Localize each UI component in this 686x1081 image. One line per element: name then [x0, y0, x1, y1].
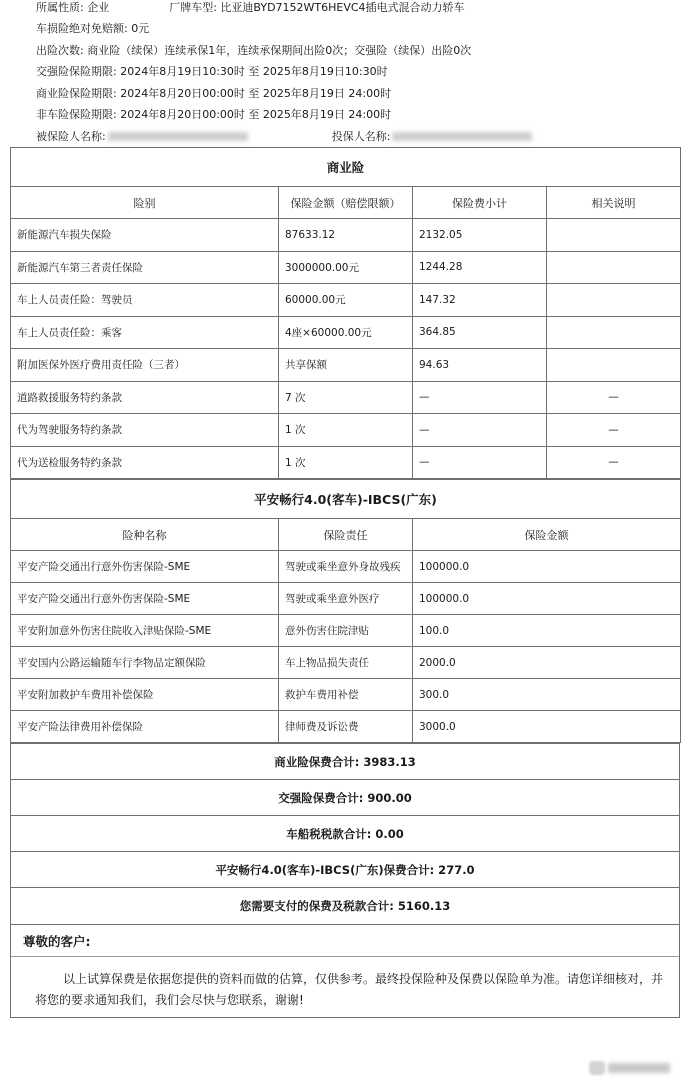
coverage-premium: 2132.05: [413, 219, 547, 252]
commercial-section-title: 商业险: [11, 148, 681, 187]
commercial-insurance-table: [10, 147, 681, 479]
coverage-premium: —: [413, 381, 547, 414]
liability: 驾驶或乘坐意外医疗: [279, 583, 413, 615]
pingan-premium-total: 平安畅行4.0(客车)-IBCS(广东)保费合计: 277.0: [11, 852, 680, 888]
coverage-notes: [547, 349, 681, 382]
coverage-amount: 87633.12: [279, 219, 413, 252]
table-row: [11, 711, 681, 743]
product-name: 平安附加救护车费用补偿保险: [11, 679, 279, 711]
totals-table: [10, 743, 680, 1018]
commercial-header-row: [11, 187, 681, 219]
coverage-premium: 364.85: [413, 316, 547, 349]
sum-insured: 2000.0: [413, 647, 681, 679]
customer-note: [11, 925, 680, 1018]
header-line-1: [36, 0, 680, 18]
deductible-line: 车损险绝对免赔额: 0元: [36, 22, 150, 35]
sum-insured: 300.0: [413, 679, 681, 711]
table-row: [11, 316, 681, 349]
coverage-notes: [547, 219, 681, 252]
coverage-notes: [547, 316, 681, 349]
non-auto-period-line: 非车险保险期限: 2024年8月20日00:00时 至 2025年8月19日 24:00时: [36, 108, 392, 121]
applicant-label: 投保人名称:: [331, 129, 391, 143]
col-header-amount: 保险金额（赔偿限额）: [279, 187, 413, 219]
product-name: 平安附加意外伤害住院收入津贴保险-SME: [11, 615, 279, 647]
claims-history-line: 出险次数: 商业险（续保）连续承保1年，连续承保期间出险0次；交强险（续保）出险0次: [36, 43, 472, 57]
liability: 律师费及诉讼费: [279, 711, 413, 743]
table-row: [11, 446, 681, 479]
compulsory-period-line: 交强险保险期限: 2024年8月19日10:30时 至 2025年8月19日10:30时: [36, 65, 388, 78]
coverage-amount: 共享保额: [279, 349, 413, 382]
coverage-premium: 1244.28: [413, 251, 547, 284]
col-header-premium: 保险费小计: [413, 187, 547, 219]
table-row: [11, 583, 681, 615]
liability: 驾驶或乘坐意外身故残疾: [279, 551, 413, 583]
coverage-amount: 7 次: [279, 381, 413, 414]
coverage-amount: 60000.00元: [279, 284, 413, 317]
coverage-name: 新能源汽车第三者责任保险: [11, 251, 279, 284]
coverage-notes: —: [547, 414, 681, 447]
commercial-premium-total: 商业险保费合计: 3983.13: [11, 744, 680, 780]
pingan-changxing-table: [10, 479, 681, 743]
coverage-name: 附加医保外医疗费用责任险（三者）: [11, 349, 279, 382]
watermark-text-blurred: [608, 1063, 670, 1073]
coverage-notes: [547, 251, 681, 284]
coverage-amount: 1 次: [279, 414, 413, 447]
ownership-type: 所属性质: 企业: [36, 1, 110, 14]
table-row: [11, 349, 681, 382]
coverage-amount: 4座×60000.00元: [279, 316, 413, 349]
table-row: [11, 551, 681, 583]
table-row: [11, 414, 681, 447]
coverage-premium: —: [413, 446, 547, 479]
quote-document: [10, 0, 680, 1018]
redacted-insured-name: [108, 132, 248, 141]
coverage-premium: 94.63: [413, 349, 547, 382]
table-row: [11, 615, 681, 647]
insured-label: 被保险人名称:: [36, 129, 106, 143]
coverage-notes: [547, 284, 681, 317]
coverage-amount: 1 次: [279, 446, 413, 479]
col-header-notes: 相关说明: [547, 187, 681, 219]
coverage-notes: —: [547, 446, 681, 479]
coverage-premium: 147.32: [413, 284, 547, 317]
coverage-name: 新能源汽车损失保险: [11, 219, 279, 252]
note-message: 以上试算保费是依据您提供的资料而做的估算，仅供参考。最终投保险种及保费以保险单为准。请您详细核对，并将您的要求通知我们，我们会尽快与您联系，谢谢!: [35, 972, 664, 1007]
pingan-section-title: 平安畅行4.0(客车)-IBCS(广东): [11, 480, 681, 519]
commercial-period-line: 商业险保险期限: 2024年8月20日00:00时 至 2025年8月19日 24:00时: [36, 86, 392, 100]
coverage-name: 车上人员责任险：驾驶员: [11, 284, 279, 317]
product-name: 平安产险交通出行意外伤害保险-SME: [11, 551, 279, 583]
product-name: 平安产险交通出行意外伤害保险-SME: [11, 583, 279, 615]
sum-insured: 100.0: [413, 615, 681, 647]
watermark-logo-icon: [589, 1061, 605, 1075]
sum-insured: 3000.0: [413, 711, 681, 743]
table-row: [11, 251, 681, 284]
product-name: 平安国内公路运输随车行李物品定额保险: [11, 647, 279, 679]
coverage-premium: —: [413, 414, 547, 447]
table-row: [11, 219, 681, 252]
coverage-name: 道路救援服务特约条款: [11, 381, 279, 414]
col-header-coverage: 险别: [11, 187, 279, 219]
vehicle-model: 厂牌车型: 比亚迪BYD7152WT6HEVC4插电式混合动力轿车: [169, 1, 465, 14]
compulsory-premium-total: 交强险保费合计: 900.00: [11, 780, 680, 816]
parties-line: [36, 126, 680, 148]
coverage-amount: 3000000.00元: [279, 251, 413, 284]
liability: 意外伤害住院津贴: [279, 615, 413, 647]
product-name: 平安产险法律费用补偿保险: [11, 711, 279, 743]
sum-insured: 100000.0: [413, 551, 681, 583]
col-header-sum-insured: 保险金额: [413, 519, 681, 551]
sum-insured: 100000.0: [413, 583, 681, 615]
coverage-name: 代为驾驶服务特约条款: [11, 414, 279, 447]
coverage-name: 代为送检服务特约条款: [11, 446, 279, 479]
redacted-applicant-name: [392, 132, 532, 141]
table-row: [11, 679, 681, 711]
vehicle-tax-total: 车船税税款合计: 0.00: [11, 816, 680, 852]
liability: 救护车费用补偿: [279, 679, 413, 711]
table-row: [11, 284, 681, 317]
col-header-product: 险种名称: [11, 519, 279, 551]
coverage-name: 车上人员责任险：乘客: [11, 316, 279, 349]
table-row: [11, 647, 681, 679]
watermark: [589, 1061, 670, 1075]
col-header-liability: 保险责任: [279, 519, 413, 551]
note-greeting: 尊敬的客户:: [11, 925, 679, 957]
coverage-notes: —: [547, 381, 681, 414]
grand-total: 您需要支付的保费及税款合计: 5160.13: [11, 888, 680, 925]
table-row: [11, 381, 681, 414]
policy-info-header: [10, 0, 680, 147]
liability: 车上物品损失责任: [279, 647, 413, 679]
pingan-header-row: [11, 519, 681, 551]
